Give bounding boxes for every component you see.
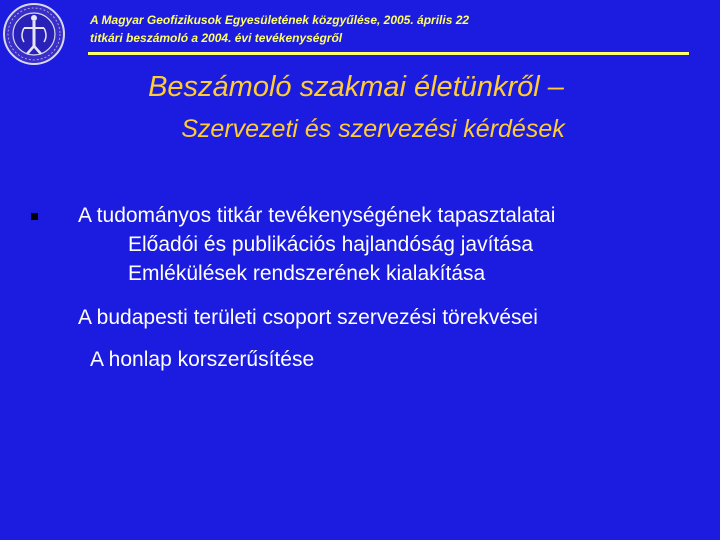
body-line-3: A honlap korszerűsítése: [90, 348, 315, 371]
bullet-square-icon: [31, 213, 38, 220]
header-divider: [88, 52, 689, 55]
slide-subtitle: Szervezeti és szervezési kérdések: [181, 115, 565, 143]
header-line-2: titkári beszámoló a 2004. évi tevékenységről: [90, 31, 343, 45]
society-seal-logo-icon: [2, 2, 66, 66]
sub-item-1: Előadói és publikációs hajlandóság javítása: [128, 233, 534, 256]
slide-title: Beszámoló szakmai életünkről –: [148, 71, 564, 103]
body-line-2: A budapesti területi csoport szervezési törekvései: [78, 306, 538, 329]
header-line-1: A Magyar Geofizikusok Egyesületének közgyűlése, 2005. április 22: [90, 13, 470, 27]
bullet-item-1: A tudományos titkár tevékenységének tapasztalatai: [78, 204, 556, 227]
sub-item-2: Emlékülések rendszerének kialakítása: [128, 262, 486, 285]
